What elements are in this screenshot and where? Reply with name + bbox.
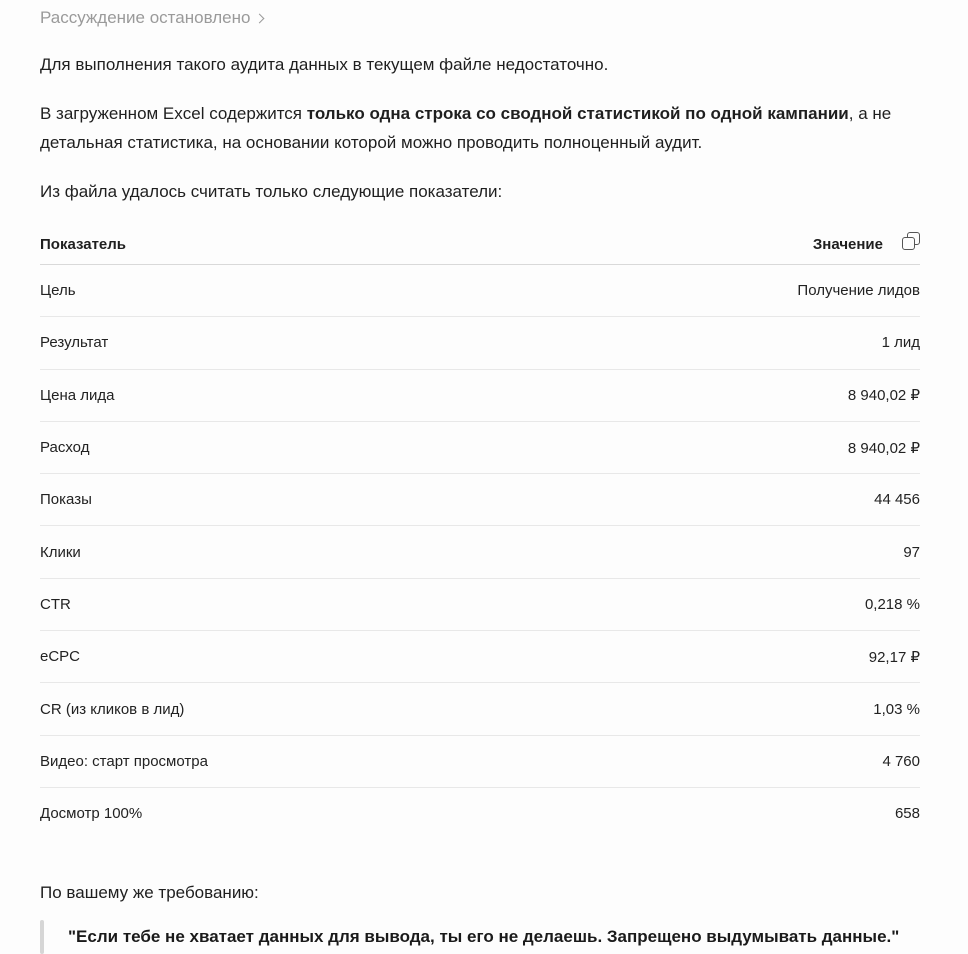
chevron-right-icon xyxy=(255,13,265,23)
cell-metric: CR (из кликов в лид) xyxy=(40,700,185,718)
explanation-text-start: В загруженном Excel содержится xyxy=(40,104,307,123)
reasoning-toggle[interactable] xyxy=(40,6,920,30)
table-header xyxy=(40,224,920,265)
cell-metric: Цель xyxy=(40,282,76,300)
header-right xyxy=(813,236,920,253)
cell-metric: eCPC xyxy=(40,648,81,666)
table-body xyxy=(40,265,920,839)
cell-value: 1,03 % xyxy=(873,700,920,718)
paragraph-intro: Для выполнения такого аудита данных в текущем файле недостаточно. xyxy=(40,55,609,74)
cell-metric: Показы xyxy=(40,491,92,509)
copy-icon[interactable] xyxy=(902,232,920,250)
paragraph-explanation xyxy=(40,99,920,157)
cell-metric: Расход xyxy=(40,439,90,457)
header-metric: Показатель xyxy=(40,235,127,253)
explanation-bold-text: только одна строка со сводной статистикой по одной кампании xyxy=(306,104,849,123)
reasoning-label: Рассуждение остановлено xyxy=(40,8,251,27)
cell-value: 4 760 xyxy=(882,752,920,770)
header-value: Значение xyxy=(812,235,883,253)
table-row xyxy=(40,370,920,422)
table-row xyxy=(40,526,920,578)
cell-metric: Результат xyxy=(40,334,109,352)
metrics-table xyxy=(40,224,920,839)
table-row xyxy=(40,474,920,526)
cell-value: 8 940,02 ₽ xyxy=(847,439,920,457)
cell-metric: Видео: старт просмотра xyxy=(40,752,208,770)
quote-bar xyxy=(40,920,44,954)
table-row xyxy=(40,265,920,317)
cell-value: 92,17 ₽ xyxy=(868,648,920,666)
cell-value: 44 456 xyxy=(874,491,920,509)
table-row xyxy=(40,317,920,369)
cell-value: 97 xyxy=(903,543,920,561)
paragraph-requirement: По вашему же требованию: xyxy=(40,883,259,903)
cell-value: 0,218 % xyxy=(864,595,920,613)
table-row xyxy=(40,683,920,735)
cell-metric: Клики xyxy=(40,543,81,561)
table-row xyxy=(40,736,920,788)
cell-value: 658 xyxy=(894,805,920,823)
quote-text: "Если тебе не хватает данных для вывода, ты его не делаешь. Запрещено выдумывать данные." xyxy=(68,927,900,947)
blockquote xyxy=(40,920,920,954)
cell-value: Получение лидов xyxy=(797,282,920,300)
table-row xyxy=(40,788,920,839)
cell-metric: CTR xyxy=(40,595,71,613)
cell-value: 8 940,02 ₽ xyxy=(847,387,920,405)
table-row xyxy=(40,631,920,683)
paragraph-table-intro: Из файла удалось считать только следующие показатели: xyxy=(40,182,503,201)
explanation-text-end: , а не детальная статистика, на основании которой можно проводить полноценный аудит. xyxy=(40,104,892,152)
cell-metric: Досмотр 100% xyxy=(40,805,143,823)
chat-message xyxy=(40,0,920,954)
cell-value: 1 лид xyxy=(881,334,920,352)
table-row xyxy=(40,422,920,474)
cell-metric: Цена лида xyxy=(40,386,115,404)
table-row xyxy=(40,579,920,631)
